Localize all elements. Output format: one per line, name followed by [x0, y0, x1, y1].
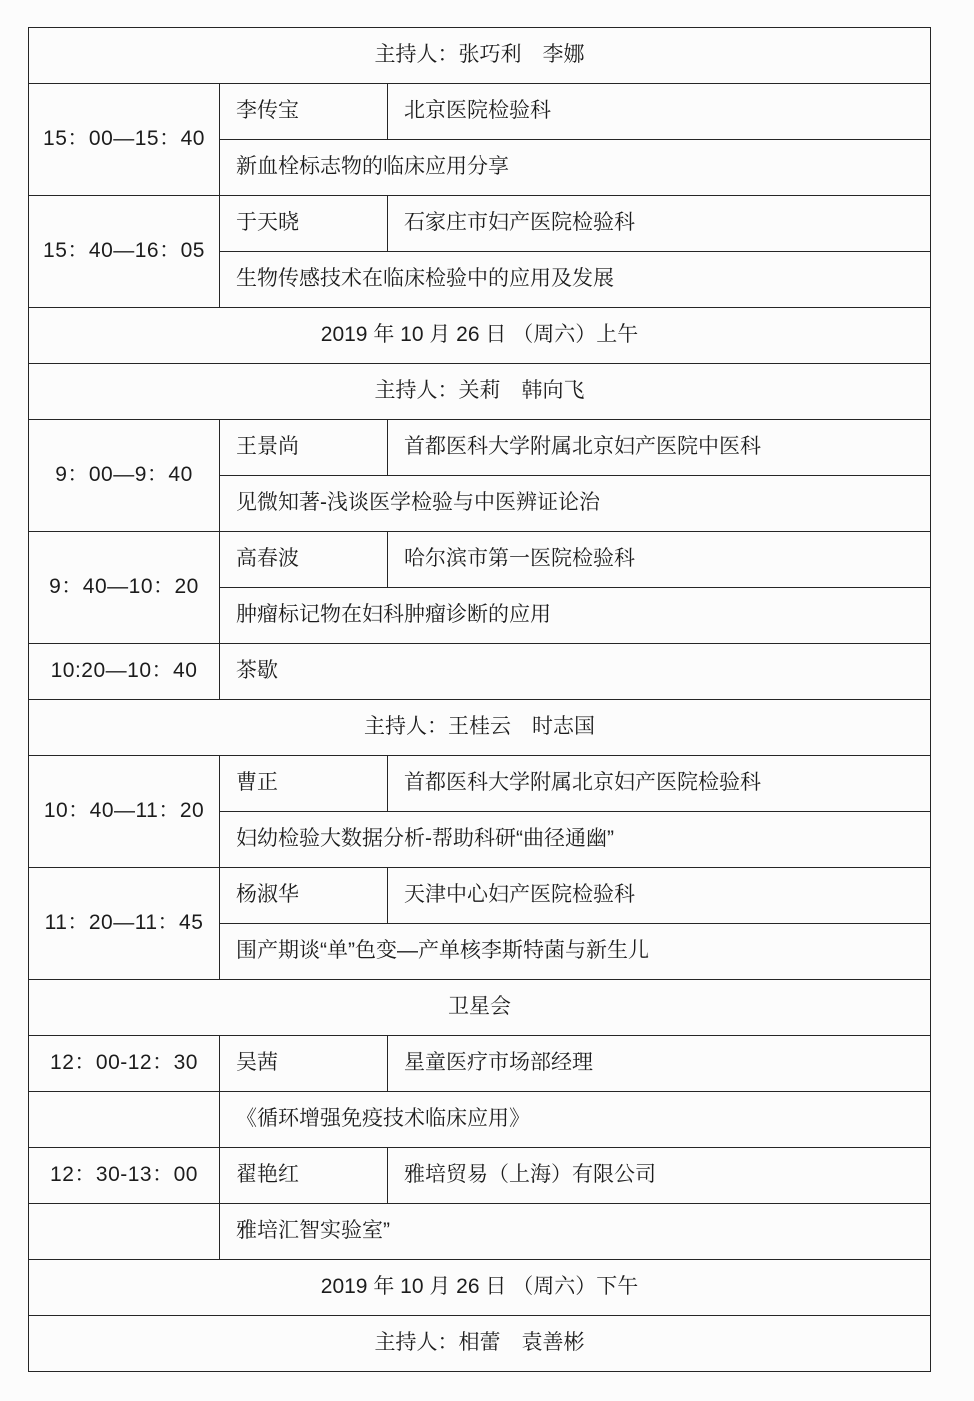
section-row: [29, 980, 931, 1036]
time-cell: 15：00—15：40: [29, 84, 220, 196]
affiliation-cell: 哈尔滨市第一医院检验科: [388, 532, 931, 588]
empty-cell: [29, 1204, 220, 1260]
talk-row: [29, 532, 931, 588]
talk-row: [29, 196, 931, 252]
moderator-label: 主持人：张巧利 李娜: [29, 28, 931, 84]
talk-row: [29, 84, 931, 140]
talk-title-cell: 新血栓标志物的临床应用分享: [220, 140, 931, 196]
speaker-cell: 曹正: [220, 756, 388, 812]
talk-row: [29, 756, 931, 812]
break-row: [29, 644, 931, 700]
time-cell: 15：40—16：05: [29, 196, 220, 308]
speaker-cell: 翟艳红: [220, 1148, 388, 1204]
moderator-row: [29, 700, 931, 756]
affiliation-cell: 首都医科大学附属北京妇产医院中医科: [388, 420, 931, 476]
talk-title-cell: 生物传感技术在临床检验中的应用及发展: [220, 252, 931, 308]
speaker-cell: 李传宝: [220, 84, 388, 140]
affiliation-cell: 北京医院检验科: [388, 84, 931, 140]
affiliation-cell: 天津中心妇产医院检验科: [388, 868, 931, 924]
break-label: 茶歇: [220, 644, 931, 700]
time-cell: 12：30-13：00: [29, 1148, 220, 1204]
empty-cell: [29, 1092, 220, 1148]
time-cell: 11：20—11：45: [29, 868, 220, 980]
section-label: 卫星会: [29, 980, 931, 1036]
date-row: [29, 308, 931, 364]
date-label: 2019 年 10 月 26 日 （周六）上午: [29, 308, 931, 364]
talk-title-cell: 雅培汇智实验室”: [220, 1204, 931, 1260]
time-cell: 10：40—11：20: [29, 756, 220, 868]
moderator-row: [29, 1316, 931, 1372]
time-cell: 12：00-12：30: [29, 1036, 220, 1092]
satellite-title-row: [29, 1092, 931, 1148]
time-cell: 9：40—10：20: [29, 532, 220, 644]
speaker-cell: 高春波: [220, 532, 388, 588]
affiliation-cell: 星童医疗市场部经理: [388, 1036, 931, 1092]
talk-title-cell: 妇幼检验大数据分析-帮助科研“曲径通幽”: [220, 812, 931, 868]
satellite-talk-row: [29, 1036, 931, 1092]
moderator-label: 主持人：王桂云 时志国: [29, 700, 931, 756]
moderator-row: [29, 364, 931, 420]
speaker-cell: 于天晓: [220, 196, 388, 252]
moderator-label: 主持人：相蕾 袁善彬: [29, 1316, 931, 1372]
speaker-cell: 王景尚: [220, 420, 388, 476]
talk-title-cell: 《循环增强免疫技术临床应用》: [220, 1092, 931, 1148]
schedule-table: [28, 27, 931, 1372]
date-label: 2019 年 10 月 26 日 （周六）下午: [29, 1260, 931, 1316]
speaker-cell: 吴茜: [220, 1036, 388, 1092]
moderator-row: [29, 28, 931, 84]
speaker-cell: 杨淑华: [220, 868, 388, 924]
talk-row: [29, 868, 931, 924]
affiliation-cell: 石家庄市妇产医院检验科: [388, 196, 931, 252]
talk-title-cell: 见微知著-浅谈医学检验与中医辨证论治: [220, 476, 931, 532]
satellite-title-row: [29, 1204, 931, 1260]
affiliation-cell: 雅培贸易（上海）有限公司: [388, 1148, 931, 1204]
date-row: [29, 1260, 931, 1316]
moderator-label: 主持人：关莉 韩向飞: [29, 364, 931, 420]
talk-title-cell: 肿瘤标记物在妇科肿瘤诊断的应用: [220, 588, 931, 644]
talk-row: [29, 420, 931, 476]
talk-title-cell: 围产期谈“单”色变—产单核李斯特菌与新生儿: [220, 924, 931, 980]
satellite-talk-row: [29, 1148, 931, 1204]
time-cell: 10:20—10：40: [29, 644, 220, 700]
affiliation-cell: 首都医科大学附属北京妇产医院检验科: [388, 756, 931, 812]
time-cell: 9：00—9：40: [29, 420, 220, 532]
